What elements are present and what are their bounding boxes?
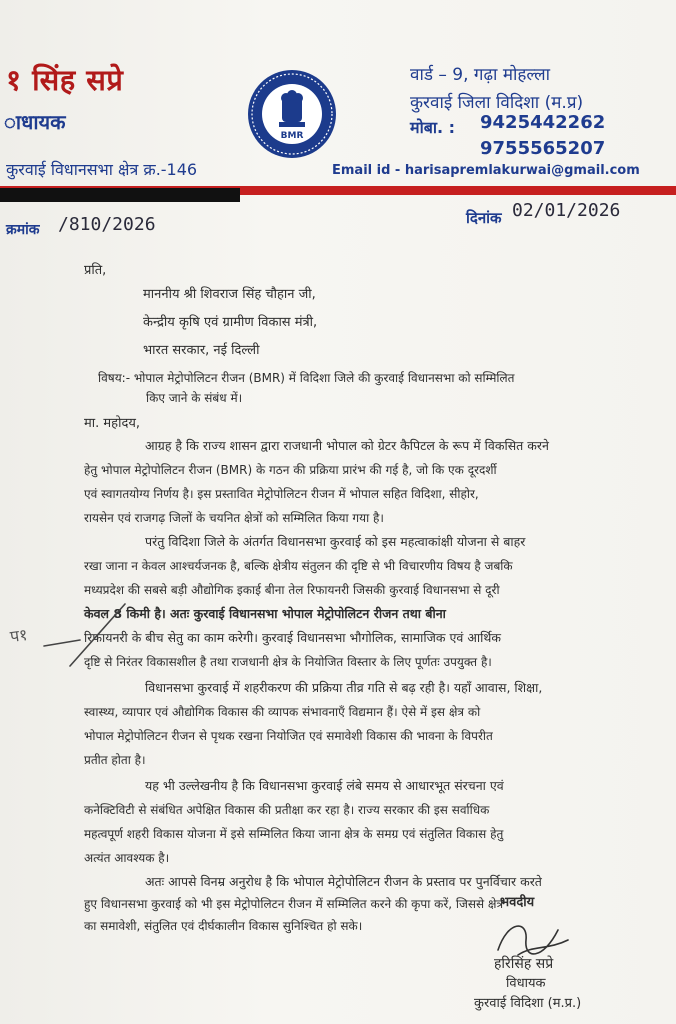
reference-number: /810/2026 <box>58 214 156 235</box>
signatory-name: हरिसिंह सप्रे <box>494 956 554 972</box>
addressee-prati: प्रति, <box>84 263 107 278</box>
body-line: रिफायनरी के बीच सेतु का काम करेगी। कुरवाई विधानसभा भौगोलिक, सामाजिक एवं आर्थिक <box>84 630 501 645</box>
addressee-line-3: भारत सरकार, नई दिल्ली <box>143 343 260 358</box>
body-line: रायसेन एवं राजगढ़ जिलों के चयनित क्षेत्रों को सम्मिलित किया गया है। <box>84 511 384 525</box>
mobile-number-1: 9425442262 <box>480 112 606 133</box>
body-line: यह भी उल्लेखनीय है कि विधानसभा कुरवाई लंबे समय से आधारभूत संरचना एवं <box>145 778 504 793</box>
date-label: दिनांक <box>466 209 502 227</box>
body-line: अतः आपसे विनम्र अनुरोध है कि भोपाल मेट्रोपोलिटन रीजन के प्रस्ताव पर पुनर्विचार करते <box>145 874 542 889</box>
body-line: भोपाल मेट्रोपोलिटन रीजन से पृथक रखना नियोजित एवं समावेशी विकास की भावना के विपरीत <box>84 729 493 743</box>
salutation: मा. महोदय, <box>84 416 141 431</box>
body-line: परंतु विदिशा जिले के अंतर्गत विधानसभा कुरवाई को इस महत्वाकांक्षी योजना से बाहर <box>145 534 526 549</box>
margin-tick-mark <box>40 596 130 676</box>
mobile-label: मोबा. : <box>410 118 456 137</box>
body-line: महत्वपूर्ण शहरी विकास योजना में इसे सम्मिलित किया जाना क्षेत्र के समग्र एवं संतुलित विकास हेतु <box>84 827 504 841</box>
body-line: केवल 8 किमी है। अतः कुरवाई विधानसभा भोपाल मेट्रोपोलिटन रीजन तथा बीना <box>84 606 446 621</box>
body-line: हेतु भोपाल मेट्रोपोलिटन रीजन (BMR) के गठन की प्रक्रिया प्रारंभ की गई है, जो कि एक दूरदर्शी <box>84 463 497 477</box>
body-line: स्वास्थ्य, व्यापार एवं औद्योगिक विकास की व्यापक संभावनाएँ विद्यमान हैं। ऐसे में इस क्षेत्र को <box>84 705 481 719</box>
margin-handwritten-note: प१ <box>8 624 29 647</box>
mobile-number-2: 9755565207 <box>480 138 606 159</box>
body-line: अत्यंत आवश्यक है। <box>84 851 170 865</box>
signatory-designation: विधायक <box>506 976 546 991</box>
address-line-2: कुरवाई जिला विदिशा (म.प्र) <box>410 93 584 113</box>
header-divider-black <box>0 188 240 202</box>
reference-label: क्रमांक <box>6 222 40 238</box>
body-line: एवं स्वागतयोग्य निर्णय है। इस प्रस्तावित मेट्रोपोलिटन रीजन में भोपाल सहित विदिशा, सीहोर, <box>84 487 479 501</box>
letterhead-constituency: कुरवाई विधानसभा क्षेत्र क्र.-146 <box>6 160 198 179</box>
addressee-line-1: माननीय श्री शिवराज सिंह चौहान जी, <box>143 287 316 302</box>
subject-line-1: विषय:- भोपाल मेट्रोपोलिटन रीजन (BMR) में विदिशा जिले की कुरवाई विधानसभा को सम्मिलित <box>98 371 515 385</box>
subject-line-2: किए जाने के संबंध में। <box>146 391 243 405</box>
body-line: का समावेशी, संतुलित एवं दीर्घकालीन विकास सुनिश्चित हो सके। <box>84 919 363 933</box>
emblem-logo <box>246 68 338 160</box>
closing-bhavdiya: भवदीय <box>500 895 535 910</box>
body-line: विधानसभा कुरवाई में शहरीकरण की प्रक्रिया तीव्र गति से बढ़ रही है। यहाँ आवास, शिक्षा, <box>145 680 543 695</box>
signatory-place: कुरवाई विदिशा (म.प्र.) <box>474 996 582 1011</box>
body-line: प्रतीत होता है। <box>84 753 146 767</box>
date-value: 02/01/2026 <box>512 200 621 221</box>
body-line: रखा जाना न केवल आश्चर्यजनक है, बल्कि क्षेत्रीय संतुलन की दृष्टि से भी विचारणीय विषय है जबकि <box>84 559 513 573</box>
body-line: कनेक्टिविटी से संबंधित अपेक्षित विकास की प्रतीक्षा कर रहा है। राज्य सरकार की इस सर्वाधिक <box>84 803 490 817</box>
email-address: Email id - harisapremlakurwai@gmail.com <box>332 163 640 178</box>
letterhead-name: १ सिंह सप्रे <box>6 63 124 97</box>
logo-text: BMR <box>280 131 304 141</box>
body-line: हुए विधानसभा कुरवाई को भी इस मेट्रोपोलिटन रीजन में सम्मिलित करने की कृपा करें, जिससे क्षेत्र <box>84 897 504 911</box>
body-line: मध्यप्रदेश की सबसे बड़ी औद्योगिक इकाई बीना तेल रिफायनरी जिसकी कुरवाई विधानसभा से दूरी <box>84 583 500 597</box>
address-line-1: वार्ड – 9, गढ़ा मोहल्ला <box>410 65 551 85</box>
body-line: दृष्टि से निरंतर विकासशील है तथा राजधानी क्षेत्र के नियोजित विस्तार के लिए पूर्णतः उपयुक्त है। <box>84 655 492 669</box>
body-line: आग्रह है कि राज्य शासन द्वारा राजधानी भोपाल को ग्रेटर कैपिटल के रूप में विकसित करने <box>145 438 549 453</box>
addressee-line-2: केन्द्रीय कृषि एवं ग्रामीण विकास मंत्री, <box>143 315 318 330</box>
letterhead-designation: ाधायक <box>4 110 66 134</box>
